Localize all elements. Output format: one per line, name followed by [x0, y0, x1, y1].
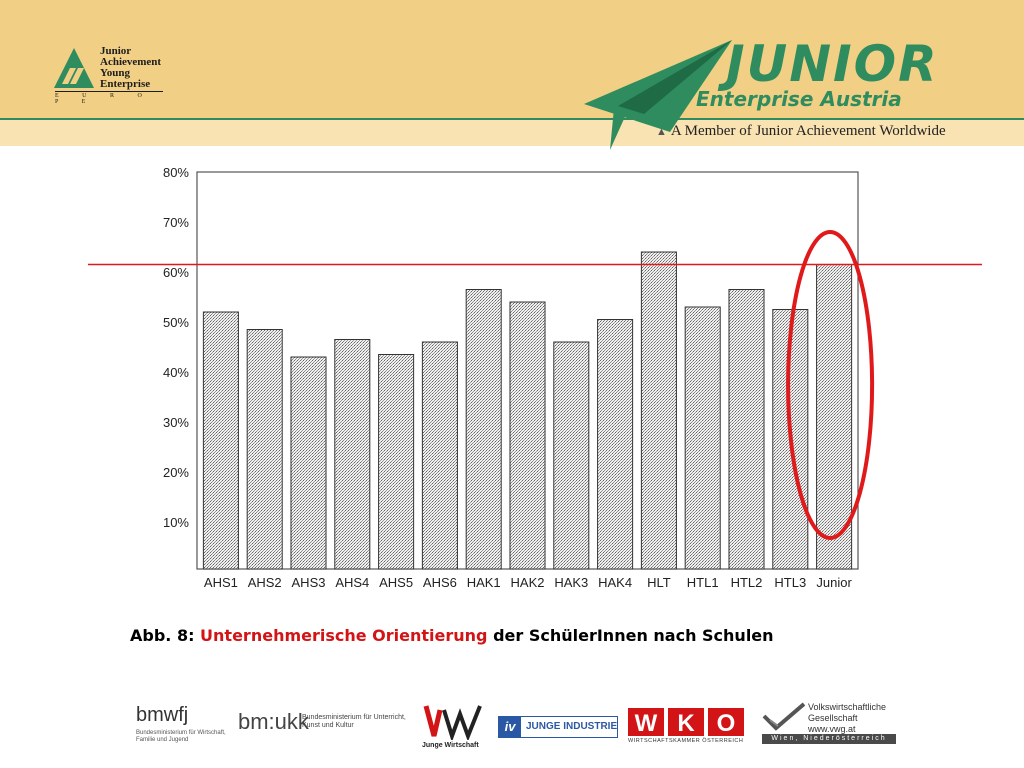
bar-chart — [0, 150, 1024, 620]
y-tick-label: 30% — [162, 415, 189, 430]
ja-line-4: Enterprise — [100, 78, 151, 90]
wko-label: WIRTSCHAFTSKAMMER ÖSTERREICH — [628, 738, 744, 744]
ja-europe-subline: E U R O P E — [55, 91, 163, 105]
x-tick-label: HAK1 — [466, 575, 501, 590]
wko-letter-w: W — [634, 710, 658, 737]
vwg-text — [808, 702, 886, 735]
y-tick-label: 40% — [162, 365, 189, 380]
junior-wordmark: JUNIOR — [726, 35, 939, 93]
member-tagline — [656, 122, 946, 141]
x-tick-label: AHS1 — [203, 575, 238, 590]
bar-ahs1 — [203, 312, 238, 569]
y-tick-label: 10% — [162, 515, 189, 530]
x-tick-label: HTL1 — [686, 575, 719, 590]
bar-hak1 — [466, 290, 501, 570]
small-triangle-icon: ▲ — [656, 126, 667, 138]
vwg-logo — [762, 700, 902, 750]
vwg-line-2: Gesellschaft — [808, 713, 858, 723]
x-tick-label: AHS5 — [379, 575, 414, 590]
y-tick-label: 80% — [162, 165, 189, 180]
x-tick-label: HAK4 — [598, 575, 633, 590]
ja-triangle-icon — [52, 46, 96, 90]
bar-hak4 — [598, 320, 633, 570]
bmwfj-name-text: bmwfj — [136, 704, 189, 726]
chart-canvas — [0, 150, 1024, 620]
bar-ahs4 — [335, 340, 370, 570]
wko-letter-o: O — [716, 710, 736, 737]
bmwfj-name — [136, 704, 228, 726]
ja-ye-europe-logo — [52, 44, 172, 105]
iv-label: JUNGE INDUSTRIE — [526, 721, 618, 732]
vwg-region-bar: Wien, Niederösterreich — [762, 734, 896, 744]
ja-line-1: Junior — [100, 45, 132, 57]
ja-logo-text — [100, 46, 161, 90]
bmwfj-detail: Bundesministerium für Wirtschaft, Familie und Jugend — [136, 730, 226, 743]
x-tick-label: HAK2 — [510, 575, 545, 590]
x-tick-label: AHS6 — [422, 575, 457, 590]
caption-prefix: Abb. 8: — [130, 626, 201, 645]
enterprise-austria-wordmark: Enterprise Austria — [696, 87, 902, 111]
vwg-line-1: Volkswirtschaftliche — [808, 702, 887, 712]
ja-line-3: Young — [100, 67, 130, 79]
x-tick-label: HTL3 — [774, 575, 807, 590]
jw-mark-icon — [420, 702, 486, 740]
wko-letters-icon — [628, 708, 746, 738]
y-tick-label: 60% — [162, 265, 189, 280]
bmwfj-logo — [136, 704, 228, 748]
x-tick-label: AHS2 — [247, 575, 282, 590]
x-tick-label: Junior — [816, 575, 852, 590]
member-text: A Member of Junior Achievement Worldwide — [670, 123, 946, 139]
caption-highlight: Unternehmerische Orientierung — [200, 626, 488, 645]
sponsor-logos — [0, 696, 1024, 756]
junge-industrie-logo — [498, 716, 618, 738]
jw-label: Junge Wirtschaft — [422, 742, 479, 749]
x-tick-label: HAK3 — [554, 575, 589, 590]
junior-enterprise-austria-logo — [584, 36, 1004, 152]
vwg-line-3: www.vwg.at — [808, 724, 856, 734]
y-tick-label: 70% — [162, 215, 189, 230]
y-tick-label: 50% — [162, 315, 189, 330]
x-tick-label: AHS4 — [335, 575, 370, 590]
y-tick-label: 20% — [162, 465, 189, 480]
bar-hak2 — [510, 302, 545, 569]
x-tick-label: AHS3 — [291, 575, 326, 590]
x-tick-label: HTL2 — [730, 575, 763, 590]
caption-suffix: der SchülerInnen nach Schulen — [487, 626, 774, 645]
wko-logo — [628, 708, 746, 748]
bar-ahs5 — [379, 355, 414, 570]
bar-hak3 — [554, 342, 589, 569]
bar-ahs3 — [291, 357, 326, 569]
bar-ahs2 — [247, 330, 282, 570]
bar-htl1 — [685, 307, 720, 569]
bmukk-logo — [238, 710, 418, 740]
figure-caption — [130, 626, 774, 645]
junge-wirtschaft-logo — [420, 702, 492, 752]
vwg-check-icon — [762, 702, 806, 732]
wko-letter-k: K — [677, 710, 695, 737]
bar-hlt — [641, 252, 676, 569]
bar-htl2 — [729, 290, 764, 570]
bmukk-name: bm:ukk — [238, 709, 309, 734]
iv-mark: iv — [499, 717, 521, 737]
x-tick-label: HLT — [647, 575, 671, 590]
bar-ahs6 — [422, 342, 457, 569]
bmukk-detail: Bundesministerium für Unterricht, Kunst und Kultur — [302, 714, 406, 729]
ja-line-2: Achievement — [100, 56, 162, 68]
